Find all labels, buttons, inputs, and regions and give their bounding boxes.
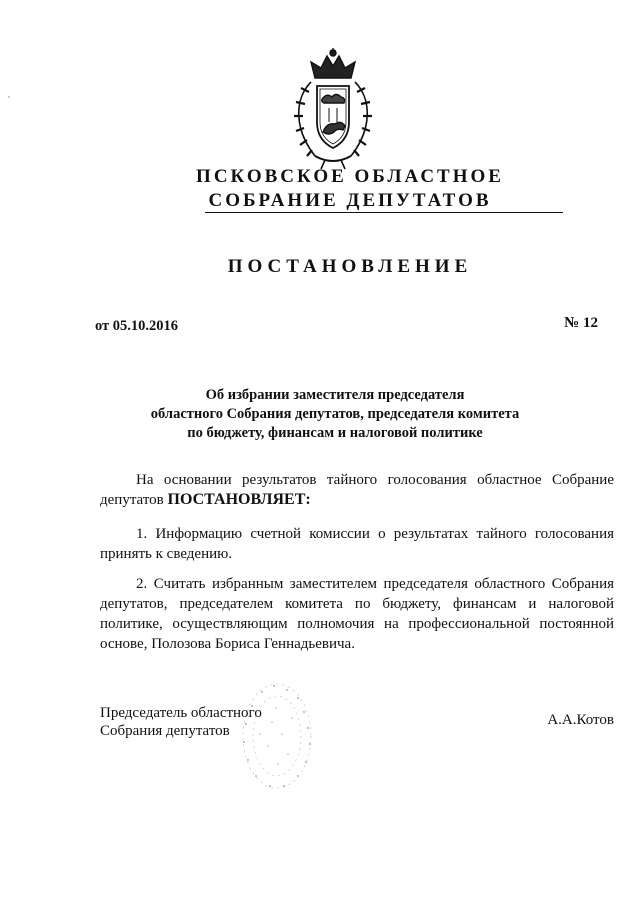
scan-speck [8,96,10,98]
signatory-title-line: Председатель областного [100,705,262,721]
clause-2 [100,574,614,654]
clause-2-text: 2. Считать избранным заместителем председателя областного Собрания депутатов, председателем комитета по бюджету, финансам и налоговой политике, осуществляющим полномочия на профессиональной постоянной основе, Полозова Бориса Геннадьевича. [100,576,614,652]
document-date: от 05.10.2016 [95,318,179,334]
signatory-title-line: Собрания депутатов [100,723,230,739]
preamble-text: На основании результатов тайного голосования областное Собрание депутатов [100,472,614,508]
subject-line: областного Собрания депутатов, председателя комитета [150,406,520,422]
header-divider [205,212,563,213]
document-number: № 12 [564,315,598,331]
pskov-oblast-coat-of-arms-icon [285,48,381,170]
document-subject [110,386,560,443]
preamble-paragraph [100,470,614,510]
subject-line: по бюджету, финансам и налоговой политике [187,425,483,441]
signatory-name: А.А.Котов [547,712,614,728]
document-type-title: ПОСТАНОВЛЕНИЕ [227,256,473,277]
signatory-title [100,704,262,740]
subject-line: Об избрании заместителя председателя [205,387,465,403]
clause-1 [100,524,614,564]
organization-name-line1: ПСКОВСКОЕ ОБЛАСТНОЕ [196,166,504,187]
organization-name-line2: СОБРАНИЕ ДЕПУТАТОВ [208,190,492,211]
clause-1-text: 1. Информацию счетной комиссии о результатах тайного голосования принять к сведению. [100,526,614,562]
resolves-keyword: ПОСТАНОВЛЯЕТ: [167,491,311,508]
